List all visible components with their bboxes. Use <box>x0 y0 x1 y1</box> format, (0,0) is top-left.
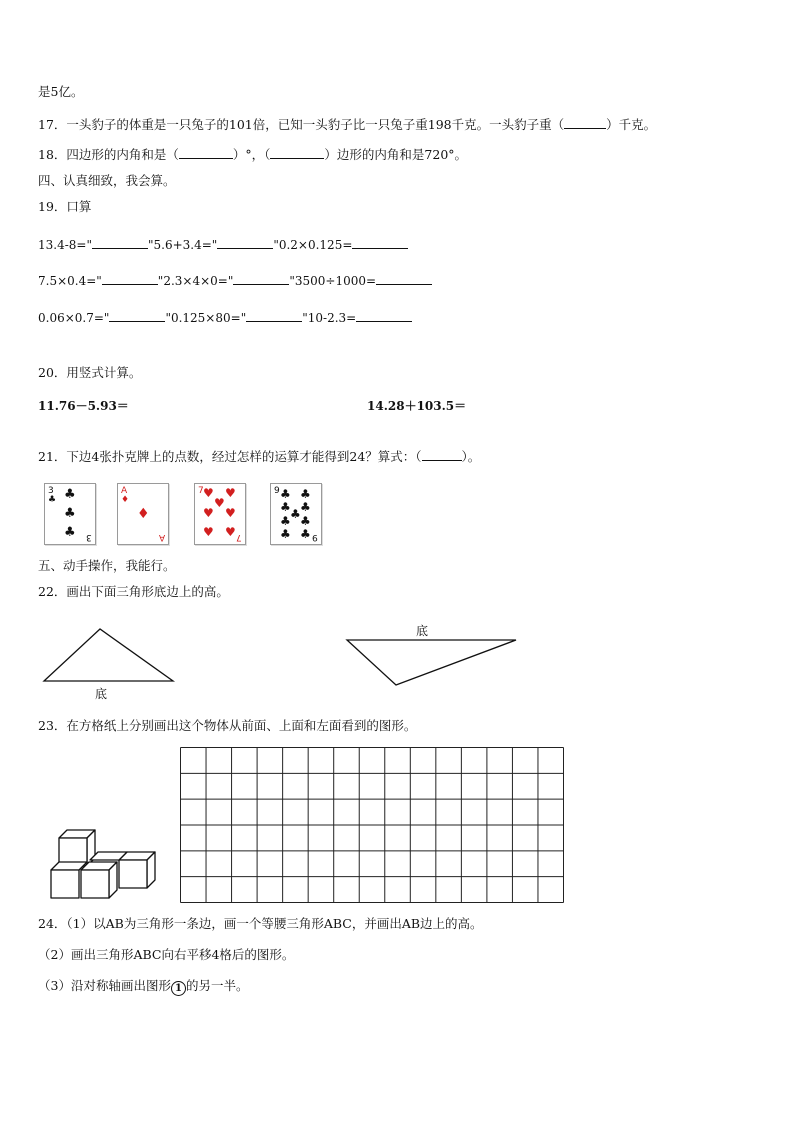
club-icon: ♣ <box>300 527 311 541</box>
calc-item: "10-2.3= <box>302 311 357 325</box>
q17-end: ）千克。 <box>606 117 657 132</box>
club-icon: ♣ <box>280 487 291 501</box>
calc-item: "5.6+3.4=" <box>147 238 218 252</box>
base-label-right: 底 <box>416 624 429 638</box>
club-icon: ♣ <box>48 495 57 505</box>
q21-end: ）。 <box>461 449 481 464</box>
club-icon: ♣ <box>64 487 76 502</box>
club-icon: ♣ <box>280 514 291 528</box>
calc-item: "0.2×0.125= <box>273 238 353 252</box>
q24-3-text-b: 的另一半。 <box>185 978 249 993</box>
card-rank: 3 <box>86 532 92 542</box>
club-icon: ♣ <box>300 500 311 514</box>
club-icon: ♣ <box>64 525 76 540</box>
heart-icon: ♥ <box>225 525 236 539</box>
continuation-text: 是5亿。 <box>38 84 84 99</box>
card-rank: 3 <box>48 486 54 496</box>
question-23: 23．在方格纸上分别画出这个物体从前面、上面和左面看到的图形。 <box>38 718 417 733</box>
calc-item: "0.125×80=" <box>165 311 247 325</box>
q24-3-text-a: （3）沿对称轴画出图形 <box>38 978 171 993</box>
square-grid-paper[interactable] <box>180 747 564 903</box>
circled-number-1: 1 <box>171 981 186 996</box>
heart-icon: ♥ <box>225 486 236 500</box>
section-5-heading: 五、动手操作，我能行。 <box>38 558 176 573</box>
heart-icon: ♥ <box>214 496 225 510</box>
card-rank: A <box>158 532 165 542</box>
club-icon: ♣ <box>300 487 311 501</box>
question-24-part-1: 24．（1）以AB为三角形一条边，画一个等腰三角形ABC，并画出AB边上的高。 <box>38 916 483 931</box>
club-icon: ♣ <box>280 527 291 541</box>
calc-item: "2.3×4×0=" <box>157 274 234 288</box>
question-20: 20．用竖式计算。 <box>38 365 142 380</box>
card-rank: 7 <box>236 532 242 542</box>
q18-text-a: 18．四边形的内角和是（ <box>38 147 179 162</box>
q18-text-c: ）边形的内角和是720°。 <box>324 147 468 162</box>
question-24-part-3 <box>38 978 248 996</box>
section-4-heading: 四、认真细致，我会算。 <box>38 173 176 188</box>
question-19: 19．口算 <box>38 199 92 214</box>
base-label-left: 底 <box>95 687 108 701</box>
q18-text-b: ）°，（ <box>232 147 271 162</box>
club-icon: ♣ <box>300 514 311 528</box>
calc-item: "3500÷1000= <box>289 274 377 288</box>
heart-icon: ♥ <box>203 506 214 520</box>
q17-text: 17．一头豹子的体重是一只兔子的101倍，已知一头豹子比一只兔子重198千克。一头豹子重（ <box>38 117 565 132</box>
vertical-calc-left: 11.76－5.93＝ <box>38 399 129 413</box>
calc-item: 7.5×0.4=" <box>38 274 102 288</box>
calc-item: 13.4-8=" <box>38 238 92 252</box>
calc-item: 0.06×0.7=" <box>38 311 110 325</box>
question-22: 22．画出下面三角形底边上的高。 <box>38 584 229 599</box>
card-rank: A <box>121 486 128 496</box>
card-rank: 9 <box>312 532 318 542</box>
vertical-calc-right: 14.28＋103.5＝ <box>367 399 467 413</box>
heart-icon: ♥ <box>203 486 214 500</box>
diamond-icon: ♦ <box>137 506 150 522</box>
card-rank: 7 <box>198 486 204 496</box>
club-icon: ♣ <box>280 500 291 514</box>
heart-icon: ♥ <box>203 525 214 539</box>
q21-text: 21．下边4张扑克牌上的点数，经过怎样的运算才能得到24？算式：（ <box>38 449 422 464</box>
card-rank: 9 <box>274 486 280 496</box>
heart-icon: ♥ <box>225 506 236 520</box>
club-icon: ♣ <box>290 507 301 521</box>
diamond-icon: ♦ <box>121 495 130 505</box>
club-icon: ♣ <box>64 506 76 521</box>
question-24-part-2: （2）画出三角形ABC向右平移4格后的图形。 <box>38 947 295 962</box>
